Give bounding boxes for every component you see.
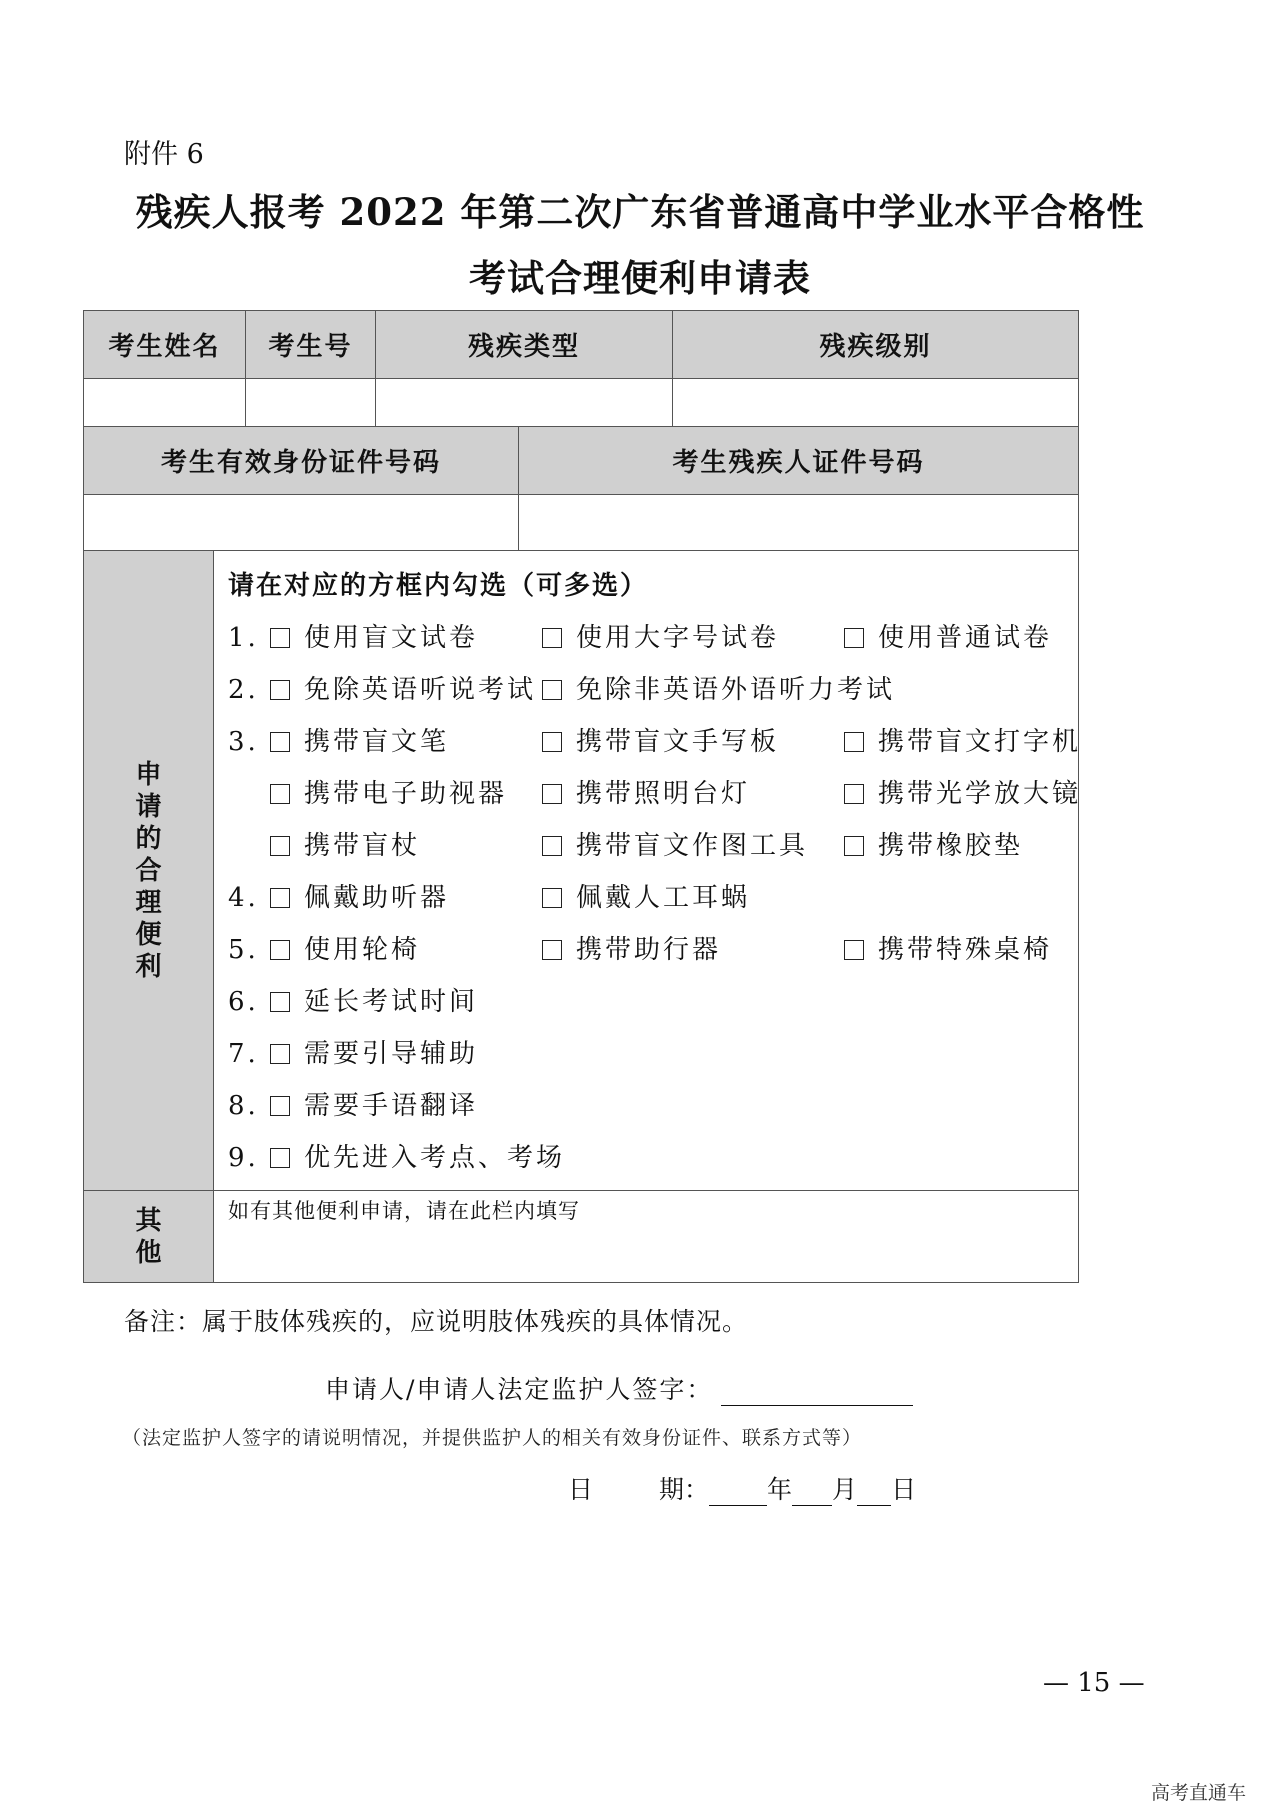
option-label: 携带光学放大镜: [878, 779, 1082, 809]
header-disability-cert-number: 考生残疾人证件号码: [519, 427, 1079, 495]
checkbox[interactable]: [844, 628, 864, 648]
remark-note: 备注：属于肢体残疾的，应说明肢体残疾的具体情况。: [124, 1307, 749, 1336]
checkbox[interactable]: [542, 888, 562, 908]
checkbox[interactable]: [270, 1148, 290, 1168]
checkbox[interactable]: [270, 992, 290, 1012]
signature-label: 申请人/申请人法定监护人签字：: [325, 1375, 714, 1404]
input-disability-level[interactable]: [673, 379, 1079, 427]
option-label: 携带盲杖: [304, 831, 421, 861]
signature-blank[interactable]: [721, 1379, 913, 1406]
option-label: 使用大字号试卷: [576, 623, 780, 653]
option-item: [270, 612, 478, 664]
checkbox[interactable]: [542, 836, 562, 856]
option-number: 3.: [228, 727, 259, 757]
signature-row: [325, 1370, 913, 1406]
option-item: [270, 976, 478, 1028]
day-label: 日: [891, 1475, 917, 1504]
checkbox[interactable]: [270, 888, 290, 908]
input-disability-type[interactable]: [376, 379, 673, 427]
option-label: 佩戴助听器: [304, 883, 450, 913]
checkbox[interactable]: [270, 732, 290, 752]
other-hint: 如有其他便利申请，请在此栏内填写: [228, 1199, 580, 1223]
option-item: [844, 612, 1052, 664]
application-form-table: [83, 310, 1082, 1283]
option-item: [542, 872, 750, 924]
checkbox[interactable]: [542, 784, 562, 804]
accommodation-label-cell: [84, 551, 214, 1191]
option-label: 佩戴人工耳蜗: [576, 883, 751, 913]
checkbox[interactable]: [270, 1044, 290, 1064]
option-label: 延长考试时间: [304, 987, 479, 1017]
checkbox[interactable]: [542, 680, 562, 700]
header-student-number: 考生号: [246, 311, 376, 379]
option-item: [270, 872, 449, 924]
option-item: [270, 664, 536, 716]
option-row: [228, 820, 1078, 872]
option-label: 优先进入考点、考场: [304, 1143, 566, 1173]
option-label: 需要引导辅助: [304, 1039, 479, 1069]
option-row: [228, 1080, 1078, 1132]
header-disability-level: 残疾级别: [673, 311, 1079, 379]
option-row: [228, 716, 1082, 768]
option-number: 2.: [228, 675, 259, 705]
checkbox[interactable]: [844, 732, 864, 752]
option-row: [228, 976, 1078, 1028]
date-label-ri: 日: [568, 1475, 594, 1504]
option-label: 使用普通试卷: [878, 623, 1053, 653]
input-student-number[interactable]: [246, 379, 376, 427]
option-item: [844, 768, 1081, 820]
option-label: 携带盲文打字机: [878, 727, 1082, 757]
option-item: [542, 768, 750, 820]
header-student-name: 考生姓名: [84, 311, 246, 379]
watermark: 高考直通车: [1151, 1782, 1247, 1804]
checkbox[interactable]: [270, 628, 290, 648]
checkbox[interactable]: [270, 680, 290, 700]
checkbox[interactable]: [542, 628, 562, 648]
form-title-line-1: 残疾人报考 2022 年第二次广东省普通高中学业水平合格性: [135, 190, 1145, 234]
form-title-line-2: 考试合理便利申请表: [469, 256, 811, 300]
option-item: [844, 924, 1052, 976]
option-row: [228, 924, 1078, 976]
option-item: [542, 664, 895, 716]
option-label: 需要手语翻译: [304, 1091, 479, 1121]
option-item: [542, 716, 779, 768]
option-number: 9.: [228, 1143, 259, 1173]
annex-label: 附件 6: [124, 139, 204, 170]
checkbox[interactable]: [270, 1096, 290, 1116]
checkbox[interactable]: [844, 784, 864, 804]
option-label: 免除非英语外语听力考试: [576, 675, 896, 705]
page-number: — 15 —: [1043, 1668, 1145, 1698]
other-label: 其他: [135, 1205, 162, 1268]
option-label: 免除英语听说考试: [304, 675, 537, 705]
option-number: 8.: [228, 1091, 259, 1121]
input-disability-cert-number[interactable]: [519, 495, 1079, 551]
day-blank[interactable]: [857, 1481, 891, 1506]
month-blank[interactable]: [792, 1481, 832, 1506]
option-item: [270, 820, 420, 872]
year-blank[interactable]: [709, 1481, 767, 1506]
option-label: 携带电子助视器: [304, 779, 508, 809]
header-disability-type: 残疾类型: [376, 311, 673, 379]
options-list: [228, 612, 1082, 1184]
option-row: [228, 612, 1078, 664]
option-item: [542, 820, 808, 872]
option-item: [270, 1080, 478, 1132]
option-label: 携带助行器: [576, 935, 722, 965]
option-label: 携带照明台灯: [576, 779, 751, 809]
option-number: 5.: [228, 935, 259, 965]
option-label: 携带盲文手写板: [576, 727, 780, 757]
option-row: [228, 1028, 1078, 1080]
option-number: 6.: [228, 987, 259, 1017]
option-item: [270, 768, 507, 820]
checkbox[interactable]: [270, 784, 290, 804]
other-input-cell[interactable]: [214, 1191, 1079, 1283]
option-number: 4.: [228, 883, 259, 913]
checkbox[interactable]: [542, 940, 562, 960]
option-item: [270, 716, 449, 768]
option-label: 携带橡胶垫: [878, 831, 1024, 861]
option-row: [228, 664, 1078, 716]
checkbox[interactable]: [844, 836, 864, 856]
date-label-qi: 期：: [659, 1475, 710, 1504]
checkbox[interactable]: [844, 940, 864, 960]
checkbox[interactable]: [270, 940, 290, 960]
option-label: 携带盲文作图工具: [576, 831, 809, 861]
option-item: [270, 1132, 565, 1184]
option-label: 使用轮椅: [304, 935, 421, 965]
option-item: [542, 924, 721, 976]
option-row: [228, 768, 1082, 820]
instruction-text: 请在对应的方框内勾选（可多选）: [228, 571, 649, 601]
option-item: [542, 612, 779, 664]
option-row: [228, 1132, 1078, 1184]
month-label: 月: [832, 1475, 858, 1504]
option-label: 携带盲文笔: [304, 727, 450, 757]
option-label: 使用盲文试卷: [304, 623, 479, 653]
option-label: 携带特殊桌椅: [878, 935, 1053, 965]
other-label-cell: [84, 1191, 214, 1283]
checkbox[interactable]: [270, 836, 290, 856]
option-number: 1.: [228, 623, 259, 653]
accommodation-label: 申请的合理便利: [135, 759, 162, 982]
input-id-number[interactable]: [84, 495, 519, 551]
option-item: [844, 820, 1023, 872]
option-row: [228, 872, 1078, 924]
guardian-note: （法定监护人签字的请说明情况，并提供监护人的相关有效身份证件、联系方式等）: [122, 1427, 863, 1449]
year-label: 年: [767, 1475, 793, 1504]
option-item: [844, 716, 1081, 768]
date-row: [568, 1470, 916, 1506]
accommodation-options-cell: [214, 551, 1082, 1191]
option-number: 7.: [228, 1039, 259, 1069]
option-item: [270, 924, 420, 976]
header-id-number: 考生有效身份证件号码: [84, 427, 519, 495]
checkbox[interactable]: [542, 732, 562, 752]
input-student-name[interactable]: [84, 379, 246, 427]
option-item: [270, 1028, 478, 1080]
